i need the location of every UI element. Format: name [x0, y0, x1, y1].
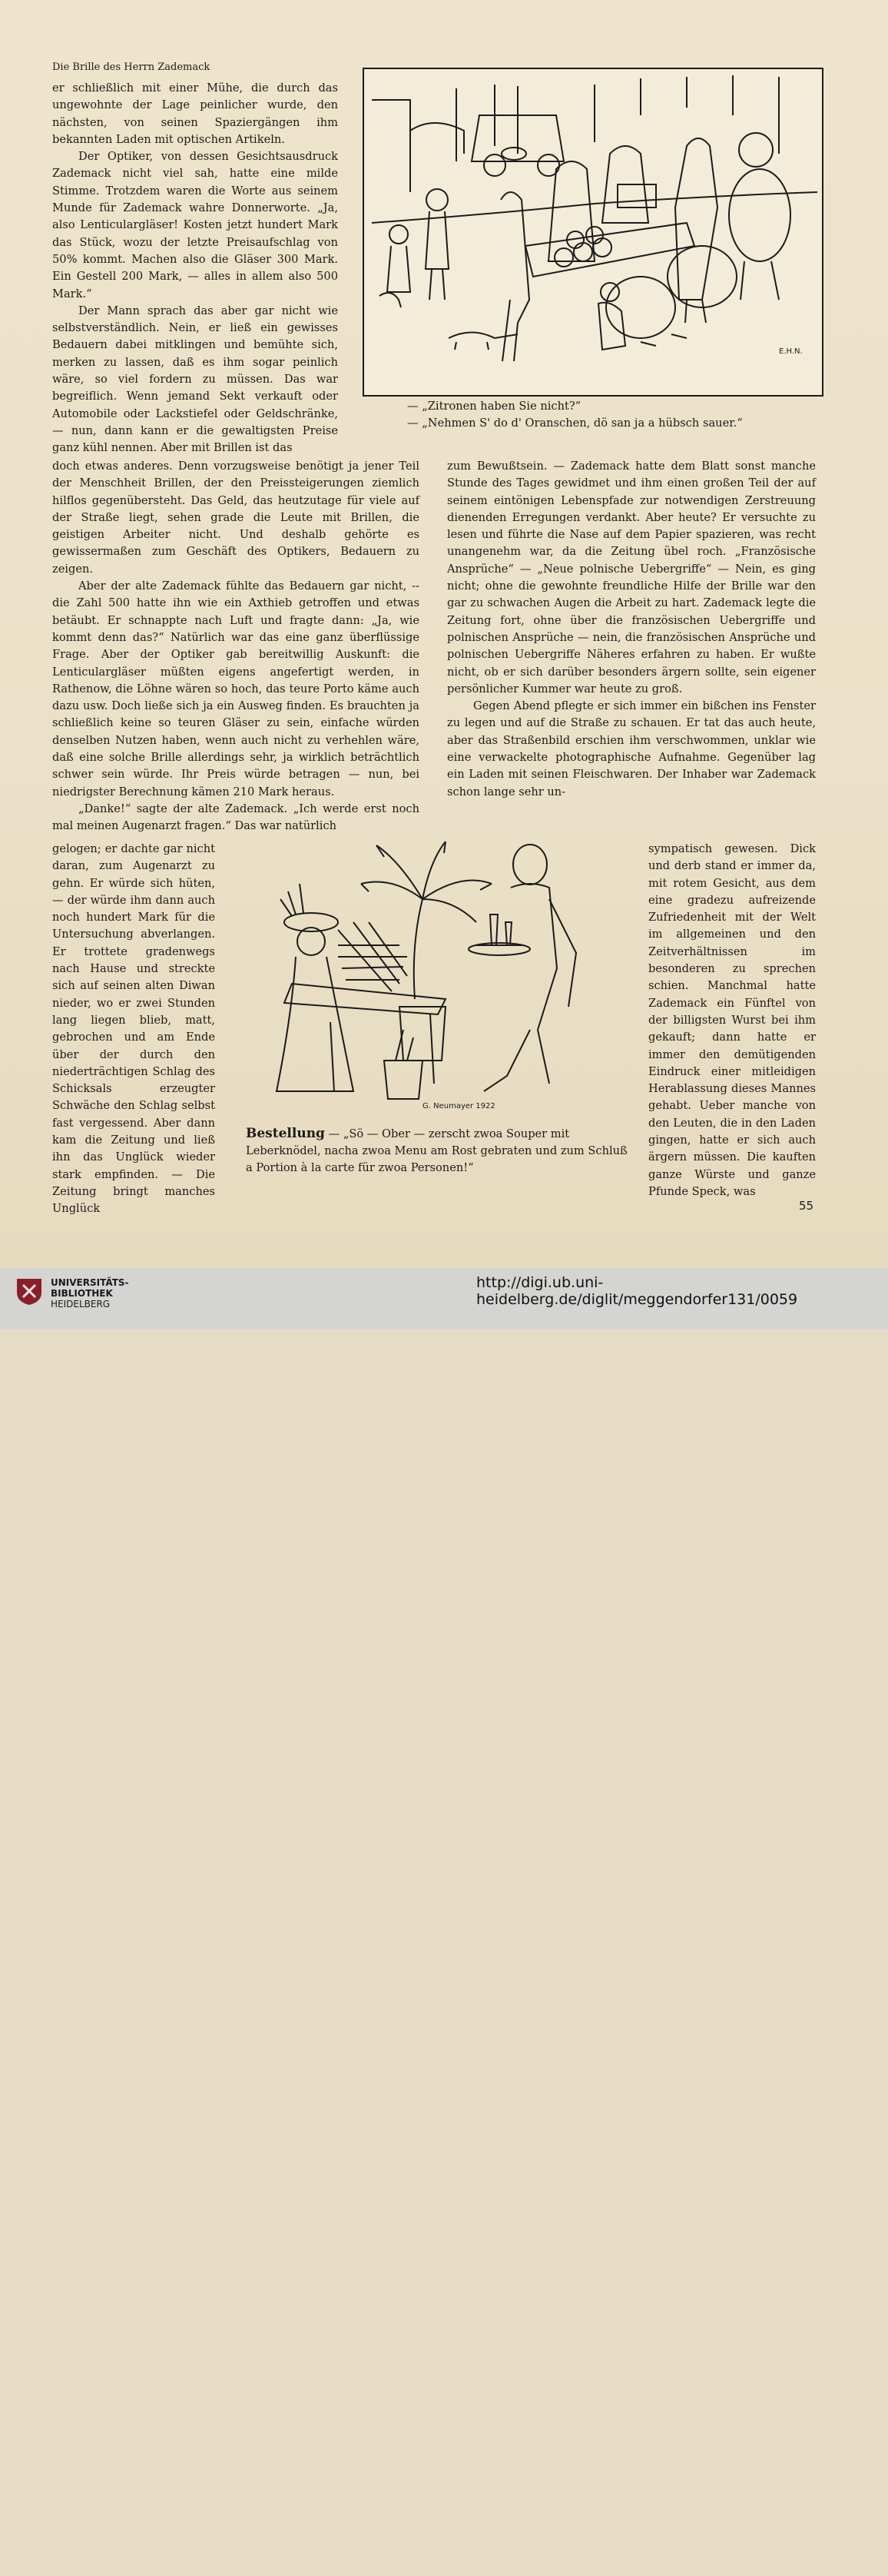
illustration-restaurant — [246, 830, 630, 1122]
library-line-2: BIBLIOTHEK — [51, 1288, 113, 1299]
library-line-1: UNIVERSITÄTS- — [51, 1277, 129, 1288]
page-number: 55 — [799, 1199, 814, 1213]
paragraph: zum Bewußtsein. — Zademack hatte dem Blatt sonst manche Stunde des Tages gewidmet und ihm einen großen Teil der auf seinem eintönigen Lebenspfade zur notwendigen Zerstreuung dienenden Erregungen verdankt. Aber heute? Er versuchte zu lesen und führte die Nase auf dem Papier spazieren, was recht unangenehm war, da die Zeitung übel roch. „Französische Ansprüche“ — „Neue polnische Uebergriffe“ — Nein, es ging nicht; ohne die gewohnte freundliche Hilfe der Brille war den gar zu schwachen Augen die Arbeit zu hart. Zademack legte die Zeitung fort, ohne über die französischen Uebergriffe und polnischen Ansprüche — nein, die französischen Ansprüche und polnischen Uebergriffe Näheres erfahren zu haben. Er wußte nicht, ob er sich darüber besonders ärgern sollte, sein eigener persönlicher Kummer war heute zu groß. — [447, 460, 816, 695]
caption-line-2: — „Nehmen S' do d' Oranschen, dö san ja a hübsch sauer.“ — [407, 417, 743, 430]
column-right-bottom — [648, 841, 816, 1200]
university-seal-icon — [14, 2545, 45, 2576]
column-left-bottom — [52, 841, 215, 1218]
column-right-mid — [447, 458, 816, 801]
university-seal-icon — [14, 1276, 45, 1306]
running-head: Die Brille des Herrn Zademack — [52, 61, 210, 73]
illustration-market-drawing — [364, 69, 822, 395]
illustration-signature: G. Neumayer 1922 — [422, 1102, 495, 1110]
page — [0, 0, 888, 1268]
paragraph: Gegen Abend pflegte er sich immer ein bißchen ins Fenster zu legen und auf die Straße zu schauen. Er tat das auch heute, aber das Straßenbild erschien ihm verschwommen, unklar wie eine verwackelte photographische Aufnahme. Gegenüber lag ein Laden mit seinen Fleischwaren. Der Inhaber war Zademack schon lange sehr un- — [447, 699, 816, 798]
illustration-caption-2 — [246, 1125, 636, 1177]
caption-title: Bestellung — [246, 1126, 325, 1141]
paragraph: „Danke!“ sagte der alte Zademack. „Ich werde erst noch mal meinen Augenarzt fragen.“ Das war natürlich — [52, 802, 419, 833]
paragraph: sympatisch gewesen. Dick und derb stand er immer da, mit rotem Gesicht, aus dem eine gradezu aufreizende Zufriedenheit mit der Welt im allgemeinen und den Zeitverhältnissen im besonderen zu sprechen schien. Manchmal hatte Zademack ein Fünftel von der billigsten Wurst bei ihm gekauft; dann hatte er immer den demütigenden Eindruck einer mitleidigen Herablassung dieses Mannes gehabt. Ueber manche von den Leuten, die in den Laden gingen, hatte er sich auch ärgern müssen. Die kauften ganze Würste und ganze Pfunde Speck, was — [648, 842, 816, 1198]
illustration-market — [363, 68, 823, 397]
paragraph: gelogen; er dachte gar nicht daran, zum Augenarzt zu gehn. Er würde sich hüten, — der würde ihm dann auch noch hundert Mark für die Untersuchung abverlangen. Er trottete gradenwegs nach Hause und streckte sich auf seinen alten Diwan nieder, wo er zwei Stunden lang liegen blieb, matt, gebrochen und am Ende über der durch den niederträchtigen Schlag des Schicksals erzeugter Schwäche den Schlag selbst fast vergessend. Aber dann kam die Zeitung und ließ ihn das Unglück wieder stark empfinden. — Die Zeitung bringt manches Unglück — [52, 842, 215, 1216]
paragraph: Der Optiker, von dessen Gesichtsausdruck Zademack nicht viel sah, hatte eine milde Stimme. Trotzdem waren die Worte aus seinem Munde für Zademack wahre Donnerworte. „Ja, also Lenticulargläser! Kosten jetzt hundert Mark das Stück, wozu der letzte Preisaufschlag von 50% kommt. Machen also die Gläser 300 Mark. Ein Gestell 200 Mark, — alles in allem also 500 Mark.“ — [52, 150, 338, 300]
paragraph: doch etwas anderes. Denn vorzugsweise benötigt ja jener Teil der Menschheit Brillen, der den Preissteigerungen ziemlich hilflos gegenübersteht. Das Geld, das heutzutage für viele auf der Straße liegt, sehen grade die Leute mit Brillen, die geistigen Arbeiter nicht. Und deshalb gehörte es gewissermaßen zum Geschäft des Optikers, Bedauern zu zeigen. — [52, 460, 419, 576]
paragraph: Der Mann sprach das aber gar nicht wie selbstverständlich. Nein, er ließ ein gewisses Bedauern dabei mitklingen und bemühte sich, merken zu lassen, daß es ihm sogar peinlich wäre, so viel fordern zu müssen. Das war begreiflich. Wenn jemand Sekt verkauft oder Automobile oder Lackstiefel oder Geldschränke, — nun, dann kann er die gewaltigsten Preise ganz kühl nennen. Aber mit Brillen ist das — [52, 304, 338, 455]
illustration-caption-1 — [407, 398, 822, 432]
library-logo-text — [51, 1277, 129, 1310]
library-line-3: HEIDELBERG — [51, 1299, 111, 1310]
illustration-signature: E.H.N. — [779, 347, 803, 356]
paragraph: Aber der alte Zademack fühlte das Bedauern gar nicht, -- die Zahl 500 hatte ihn wie ein Axthieb getroffen und etwas betäubt. Er schnappte nach Luft und fragte dann: „Ja, wie kommt denn das?“ Natürlich war das eine ganz überflüssige Frage. Aber der Optiker gab bereitwillig Auskunft: die Lenticulargläser müßten eigens angefertigt werden, in Rathenow, die Löhne wären so hoch, das teure Porto käme auch dazu usw. Doch ließe sich ja ein Ausweg finden. Es brauchten ja schließlich keine so teuren Gläser zu sein, einfache würden denselben Nutzen haben, wenn auch nicht zu verhehlen wäre, daß eine solche Brille allerdings sehr, ja wirklich beträchtlich schwer sein würde. Ihr Preis würde betragen — nun, bei niedrigster Berechnung kämen 210 Mark heraus. — [52, 579, 419, 798]
illustration-restaurant-drawing — [246, 830, 630, 1122]
source-url[interactable]: http://digi.ub.uni-heidelberg.de/diglit/meggendorfer131/0059 — [476, 1274, 798, 1308]
column-left-mid — [52, 458, 419, 835]
caption-text: — „Sö — Ober — zerscht zwoa Souper mit Leberknödel, nacha zwoa Menu am Rost gebraten und zum Schluß a Portion à la carte für zwoa Personen!“ — [246, 1127, 628, 1174]
paragraph: er schließlich mit einer Mühe, die durch das ungewohnte der Lage peinlicher wurde, den nächsten, von seinen Spaziergängen ihm bekannten Laden mit optischen Artikeln. — [52, 81, 338, 146]
caption-line-1: — „Zitronen haben Sie nicht?“ — [407, 400, 582, 413]
column-left-top — [52, 80, 338, 457]
